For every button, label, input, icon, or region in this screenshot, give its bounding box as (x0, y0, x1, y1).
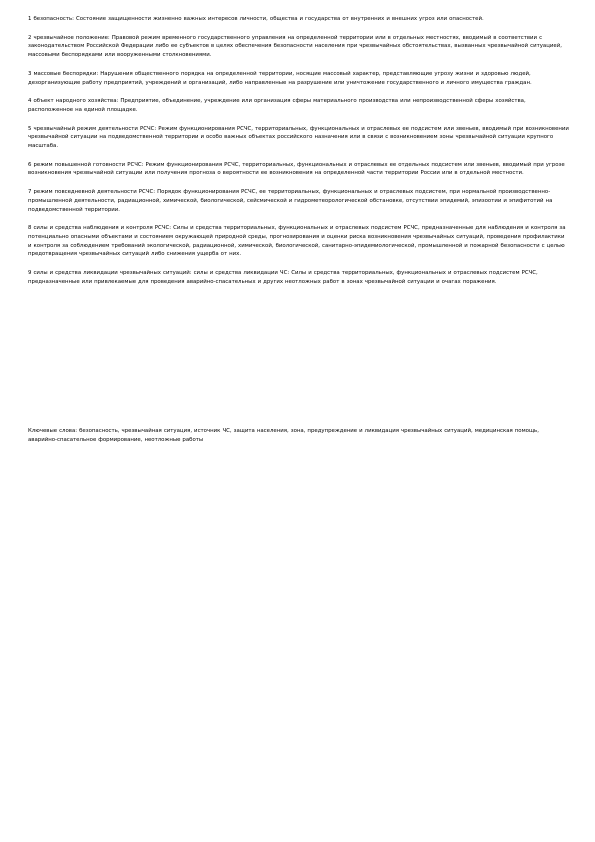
definition-term: силы и средства ликвидации чрезвычайных ситуаций: (33, 270, 192, 277)
definition-term: безопасность: (33, 16, 74, 22)
definition-5 (28, 125, 569, 151)
definition-text: силы и средства ликвидации ЧС: Силы и средства территориальных, функциональных и отраслевых подсистем РСЧС, предназначенные или привлекаемые для проведения аварийно-спасательных и других неотложных работ в зонах чрезвычайной ситуации и очагах поражения. (28, 270, 538, 285)
definition-text: Силы и средства территориальных, функциональных и отраслевых подсистем РСЧС, предназначенные для наблюдения и контроля за потенциально опасными объектами и состоянием окружающей природной среды, прогнозирования и оценки риска возникновения чрезвычайных ситуаций, проведения профилактики и контроля за соблюдением требований экологической, радиационной, химической, биологической, санитарно-эпидемиологической, промышленной и пожарной безопасности с целью предотвращения чрезвычайных ситуаций либо снижения ущерба от них. (28, 225, 566, 258)
definition-text: Режим функционирования РСЧС, территориальных, функциональных и отраслевых ее отдельных подсистем или звеньев, вводимый при угрозе возникновения чрезвычайной ситуации или получения прогноза о вероятности ее возникновения на определенной части территории России или в отдельной местности. (28, 161, 565, 177)
definition-text: Порядок функционирования РСЧС, ее территориальных, функциональных и отраслевых подсистем, при нормальной производственно-промышленной деятельности, радиационной, химической, биологической, сейсмической и гидрометеорологической обстановке, отсутствии эпидемий, эпизоотии и эпифитотий на подведомственной территории. (28, 189, 553, 213)
definition-number: 4 (28, 98, 32, 105)
definition-number: 5 (28, 125, 32, 132)
definition-4 (28, 97, 569, 114)
definition-number: 1 (28, 16, 32, 22)
definition-text: Нарушения общественного порядка на определенной территории, носящие массовый характер, представляющие угрозу жизни и здоровью людей, дезорганизующие работу предприятий, учреждений и организаций, либо направленные на разрушение или уничтожение государственного и личного имущества граждан. (28, 70, 532, 86)
definition-term: чрезвычайное положение: (33, 34, 110, 41)
definition-1 (28, 15, 569, 24)
definition-term: чрезвычайный режим деятельности РСЧС: (33, 125, 157, 132)
definition-number: 9 (28, 270, 32, 277)
definition-term: силы и средства наблюдения и контроля РСЧС: (33, 225, 172, 232)
definition-text: Предприятие, объединение, учреждение или организация сферы материального производства или непроизводственной сферы хозяйства, расположенное на единой площадке. (28, 98, 526, 113)
definition-8 (28, 224, 569, 259)
definition-2 (28, 34, 569, 60)
definition-number: 2 (28, 34, 32, 41)
keywords-line: Ключевые слова: безопасность, чрезвычайная ситуация, источник ЧС, защита населения, зона, предупреждение и ликвидация чрезвычайных ситуаций, медицинская помощь, аварийно-спасательное формирование, неотложные работы (28, 428, 539, 443)
definition-number: 6 (28, 161, 32, 168)
definition-term: массовые беспорядки: (33, 70, 99, 77)
definition-text: Режим функционирования РСЧС, территориальных, функциональных и отраслевых ее подсистем или звеньев, вводимый при возникновении чрезвычайной ситуации на подведомственной территории и особо важных объектах российского назначения или в связи с возникновением зоны чрезвычайной ситуации крупного масштаба. (28, 125, 569, 150)
definition-number: 8 (28, 225, 32, 232)
definition-6 (28, 161, 569, 178)
definition-3 (28, 70, 569, 87)
definition-text: Состояние защищенности жизненно важных интересов личности, общества и государства от внутренних и внешних угроз или опасностей. (76, 16, 484, 22)
definition-7 (28, 188, 569, 214)
definition-term: режим повседневной деятельности РСЧС: (33, 189, 156, 196)
definition-9 (28, 269, 569, 286)
definition-term: режим повышенной готовности РСЧС: (33, 161, 144, 168)
definition-number: 7 (28, 189, 32, 196)
definition-term: объект народного хозяйства: (33, 98, 119, 105)
definition-number: 3 (28, 70, 32, 77)
definitions-list (28, 15, 569, 296)
definition-text: Правовой режим временного государственного управления на определенной территории или в отдельных местностях, вводимый в соответствии с законодательством Российской Федерации либо ее субъектов в целях обеспечения безопасности населения при чрезвычайных обстоятельствах, вызванных чрезвычайной ситуацией, массовыми беспорядками или вооруженными столкновениями. (28, 34, 562, 59)
